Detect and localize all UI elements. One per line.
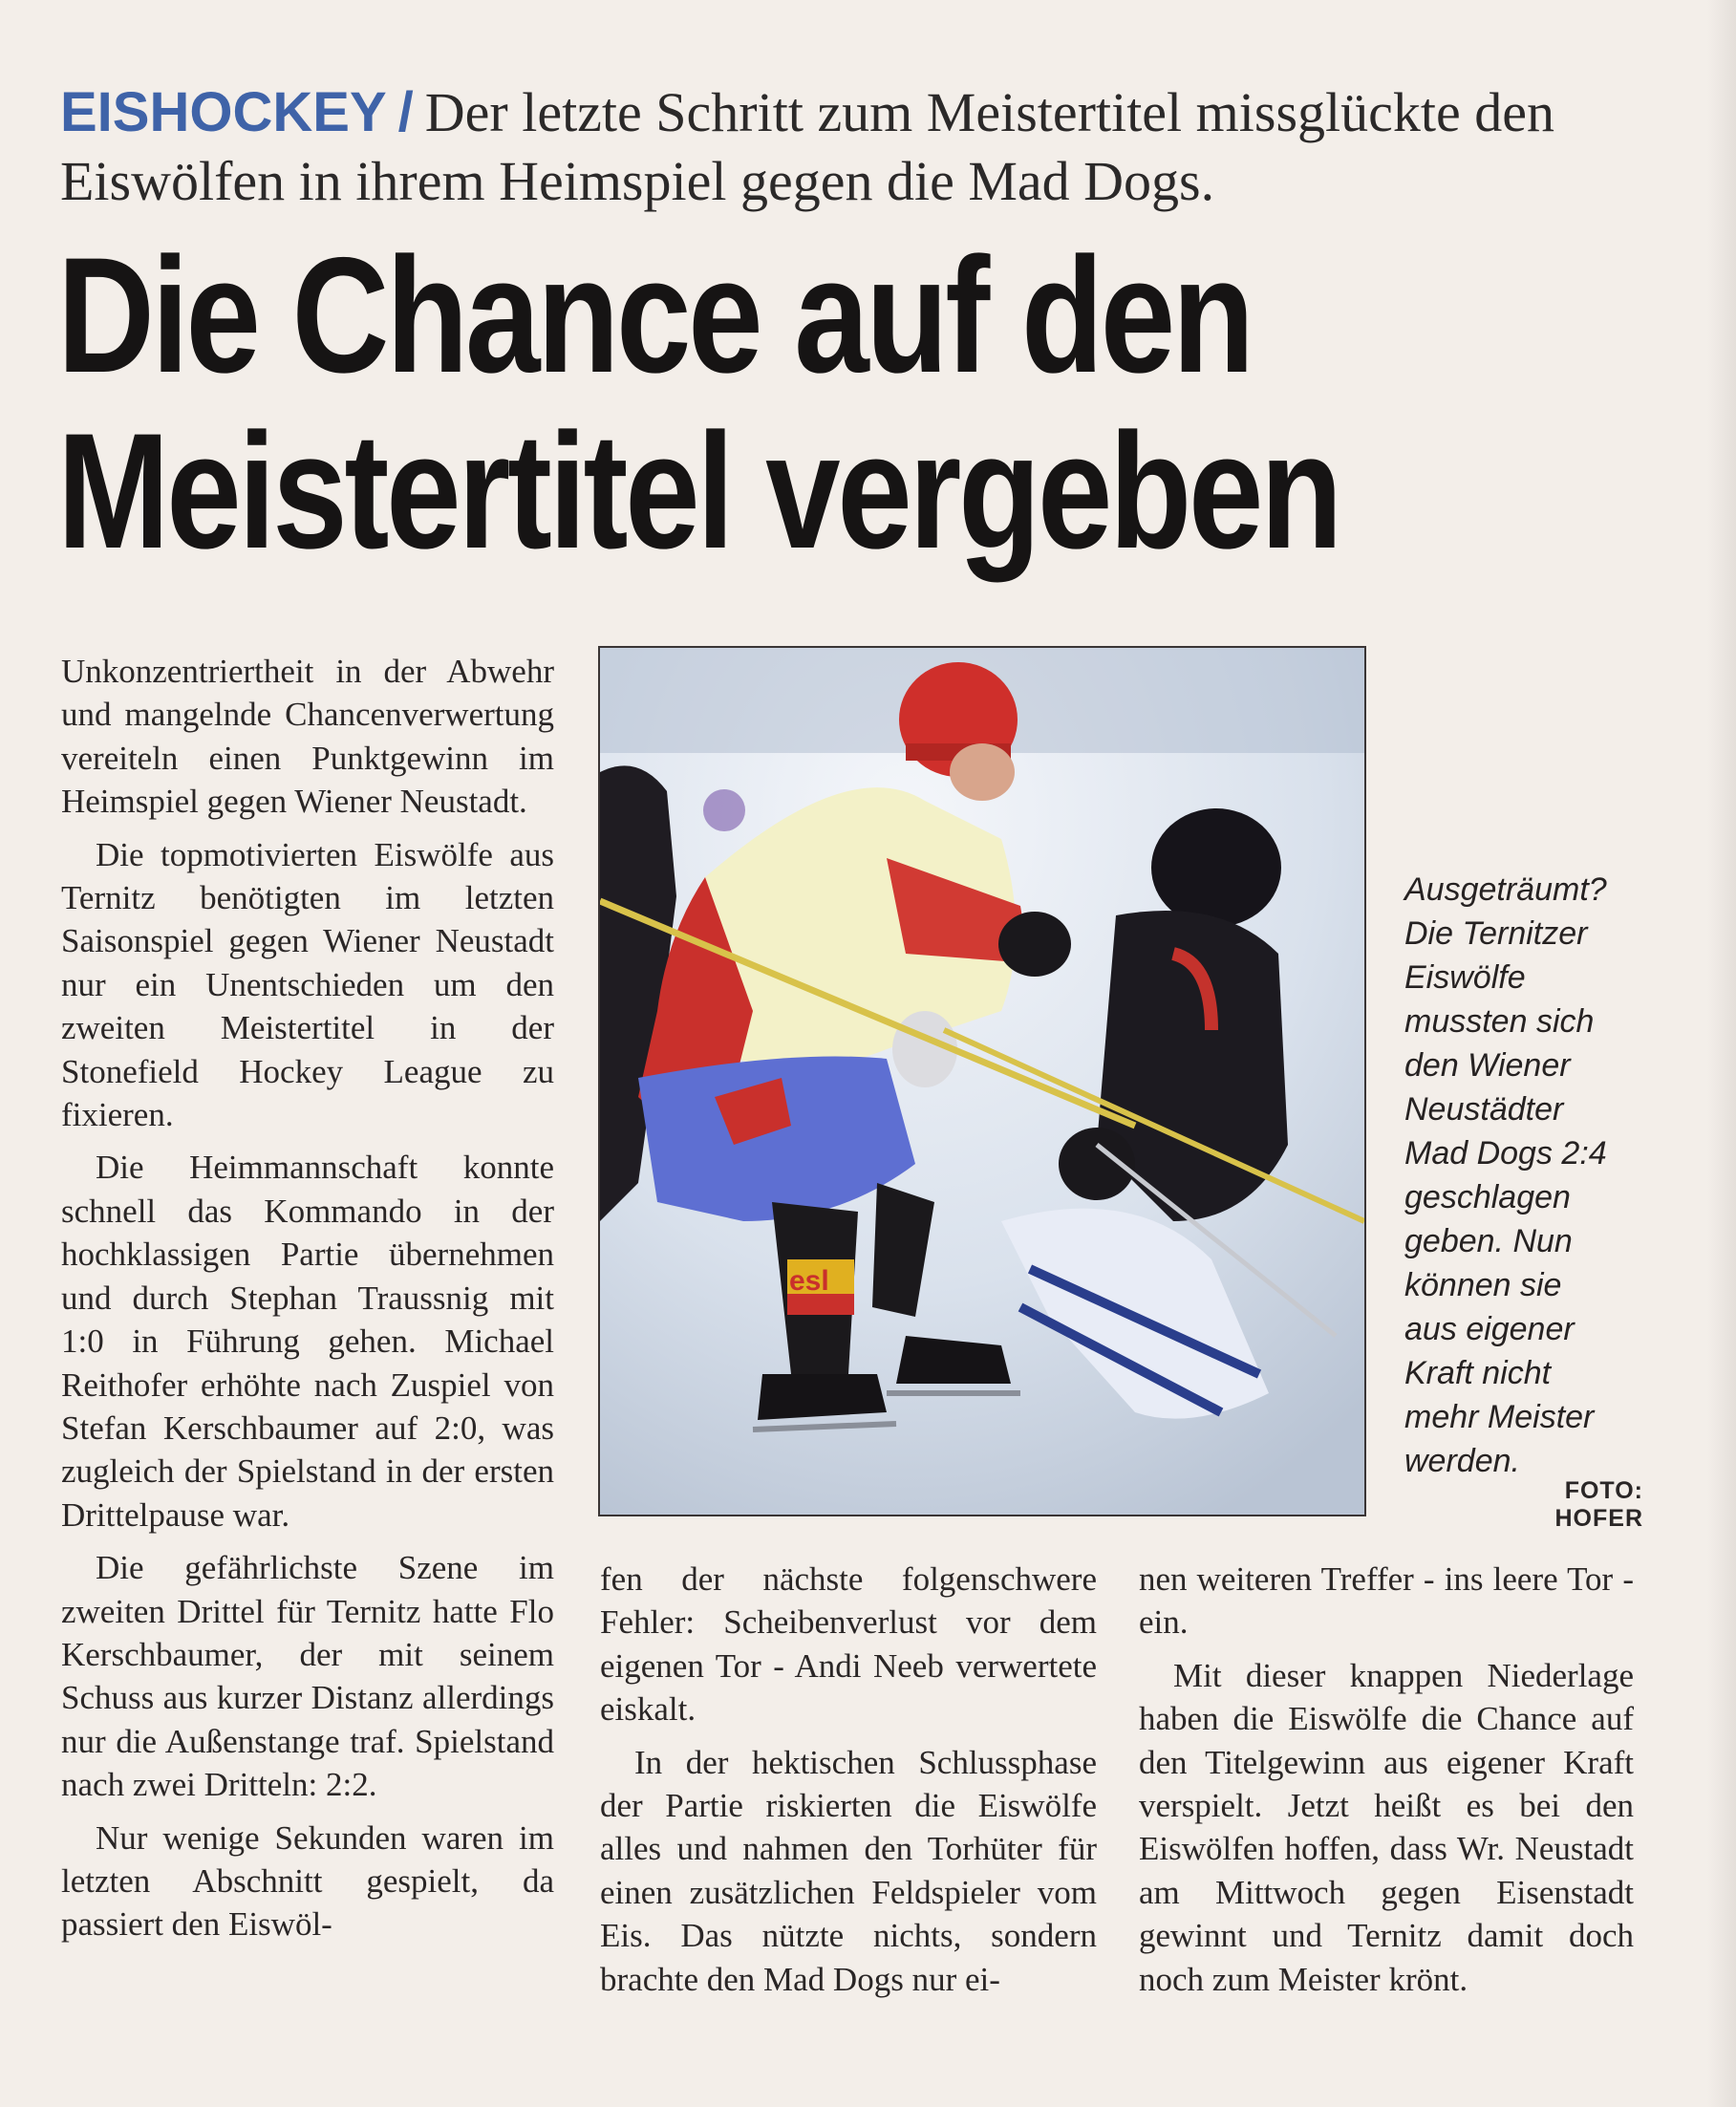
- paragraph: Die gefährlichste Szene im zweiten Drittel für Ternitz hatte Flo Kerschbaumer, der mit seinem Schuss aus kurzer Distanz allerdings nur die Außenstange traf. Spielstand nach zwei Dritteln: 2:2.: [61, 1549, 554, 1804]
- paragraph: Die topmotivierten Eiswölfe aus Ternitz benötigten im letzten Saisonspiel gegen Wiener Neustadt nur ein Unentschieden um den zweiten Meistertitel in der Stonefield Hockey League zu fixieren.: [61, 835, 554, 1134]
- jersey-sock-text: esl: [789, 1265, 829, 1297]
- paper-edge: [1707, 0, 1736, 2107]
- paragraph: Nur wenige Sekunden waren im letzten Abschnitt gespielt, da passiert den Eiswöl-: [61, 1818, 554, 1944]
- paragraph: fen der nächste folgenschwere Fehler: Scheibenverlust vor dem eigenen Tor - Andi Neeb verwertete eiskalt.: [600, 1560, 1097, 1729]
- article-headline: [57, 224, 1389, 583]
- paragraph: nen weiteren Treffer - ins leere Tor - ein.: [1139, 1560, 1634, 1642]
- body-column-2: [600, 1558, 1097, 2001]
- paragraph: In der hektischen Schlussphase der Partie riskierten die Eiswölfe alles und nahmen den Torhüter für einen zusätzlichen Feldspieler vom Eis. Das nützte nichts, sondern brachte den Mad Dogs nur ei-: [600, 1743, 1097, 1998]
- body-column-1: [61, 650, 554, 1946]
- headline-line-2: Meistertitel vergeben: [57, 399, 1340, 583]
- section-kicker: EISHOCKEY: [60, 81, 387, 143]
- paragraph-intro: Unkonzentriertheit in der Abwehr und mangelnde Chancenverwertung vereiteln einen Punktgewinn im Heimspiel gegen Wiener Neustadt.: [61, 653, 554, 821]
- article-photo: [598, 646, 1366, 1516]
- kicker-separator: /: [397, 81, 414, 143]
- paragraph: Mit dieser knappen Niederlage haben die Eiswölfe die Chance auf den Titelgewinn aus eigener Kraft verspielt. Jetzt heißt es bei den Eiswölfen hoffen, dass Wr. Neustadt am Mittwoch gegen Eisenstadt gewinnt und Ternitz damit doch noch zum Meister krönt.: [1139, 1656, 1634, 1998]
- article-overline: [60, 78, 1608, 216]
- photo-caption: Ausgeträumt? Die Ternitzer Eiswölfe mussten sich den Wiener Neustädter Mad Dogs 2:4 geschlagen geben. Nun können sie aus eigener Kraft nicht mehr Meister werden.: [1404, 871, 1607, 1479]
- body-column-3: [1139, 1558, 1634, 2001]
- ice-hockey-photo: [600, 648, 1364, 1515]
- article-subtitle: Der letzte Schritt zum Meistertitel missglückte den Eiswölfen in ihrem Heimspiel gegen die Mad Dogs.: [60, 81, 1554, 212]
- photo-credit: FOTO: HOFER: [1554, 1477, 1643, 1532]
- headline-line-1: Die Chance auf den: [57, 224, 1252, 407]
- paragraph: Die Heimmannschaft konnte schnell das Kommando in der hochklassigen Partie übernehmen und durch Stephan Traussnig mit 1:0 in Führung gehen. Michael Reithofer erhöhte nach Zuspiel von Stefan Kerschbaumer auf 2:0, was zugleich der Spielstand in der ersten Drittelpause war.: [61, 1149, 554, 1534]
